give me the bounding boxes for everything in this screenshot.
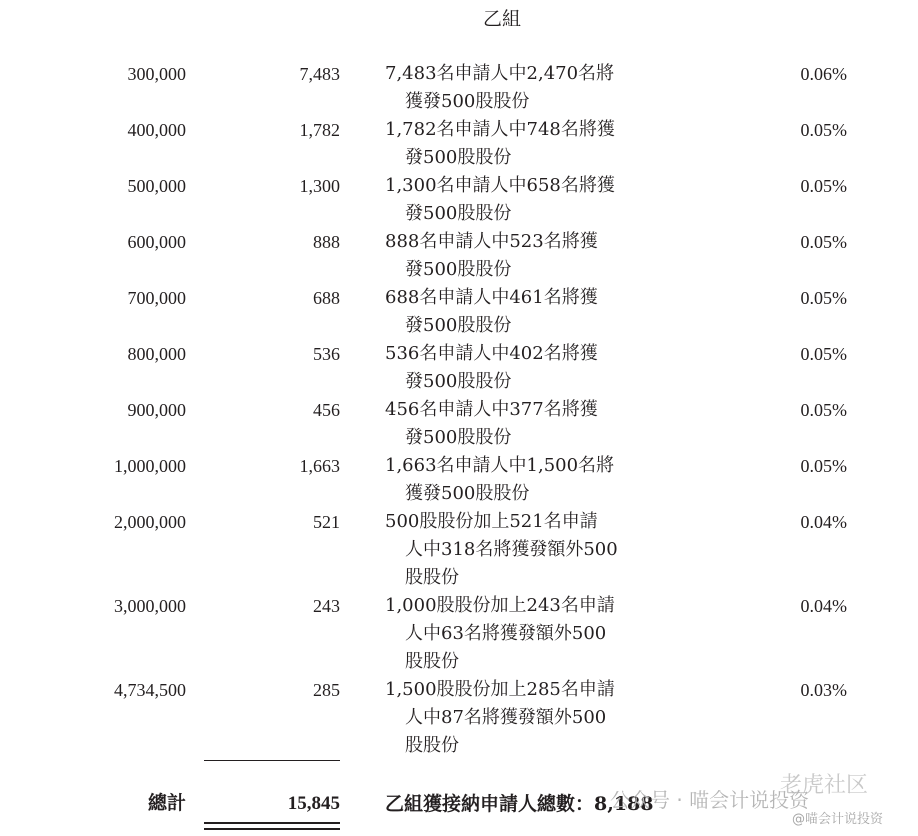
subtotal-rule — [204, 760, 340, 761]
allocation-percentage: 0.05% — [800, 232, 847, 252]
allocation-basis — [385, 116, 685, 172]
allocation-percentage: 0.06% — [800, 64, 847, 84]
valid-applications: 1,300 — [299, 176, 340, 196]
shares-applied: 900,000 — [127, 400, 186, 420]
total-double-rule — [204, 822, 340, 830]
allocation-percentage: 0.05% — [800, 176, 847, 196]
allocation-basis-line: 1,000股股份加上243名申請 — [385, 595, 615, 616]
allocation-percentage: 0.05% — [800, 288, 847, 308]
total-label: 總計 — [147, 793, 186, 814]
shares-applied: 1,000,000 — [114, 456, 186, 476]
valid-applications: 688 — [313, 288, 340, 308]
total-applicants: 15,845 — [287, 793, 340, 814]
group-title: 乙組 — [482, 8, 521, 30]
watermark-handle: @喵会计说投资 — [792, 812, 884, 827]
allocation-basis-line: 456名申請人中377名將獲 — [385, 399, 598, 420]
allocation-basis-line: 人中87名將獲發額外500 — [405, 707, 607, 728]
allocation-basis-line: 1,663名申請人中1,500名將 — [385, 455, 615, 476]
allocation-percentage: 0.05% — [800, 344, 847, 364]
allocation-basis — [385, 396, 685, 452]
valid-applications: 243 — [313, 596, 340, 616]
allocation-basis — [385, 592, 685, 676]
allocation-basis — [385, 228, 685, 284]
allocation-basis-line: 人中63名將獲發額外500 — [405, 623, 607, 644]
allocation-basis-line: 發500股股份 — [405, 259, 512, 280]
allocation-basis-line: 1,300名申請人中658名將獲 — [385, 175, 615, 196]
allocation-percentage: 0.03% — [800, 680, 847, 700]
shares-applied: 700,000 — [127, 288, 186, 308]
allocation-basis-line: 1,782名申請人中748名將獲 — [385, 119, 615, 140]
allocation-basis — [385, 452, 685, 508]
valid-applications: 456 — [313, 400, 340, 420]
allocation-basis-line: 發500股股份 — [405, 147, 512, 168]
allocation-basis — [385, 676, 685, 760]
allocation-basis-line: 發500股股份 — [405, 427, 512, 448]
allocation-percentage: 0.04% — [800, 596, 847, 616]
allocation-basis — [385, 172, 685, 228]
valid-applications: 1,782 — [299, 120, 340, 140]
allocation-basis-line: 7,483名申請人中2,470名將 — [385, 63, 615, 84]
allocation-basis — [385, 340, 685, 396]
shares-applied: 600,000 — [127, 232, 186, 252]
shares-applied: 2,000,000 — [114, 512, 186, 532]
valid-applications: 285 — [313, 680, 340, 700]
valid-applications: 888 — [313, 232, 340, 252]
valid-applications: 1,663 — [299, 456, 340, 476]
allocation-basis-line: 獲發500股股份 — [405, 91, 530, 112]
allocation-percentage: 0.04% — [800, 512, 847, 532]
allocation-basis-line: 1,500股股份加上285名申請 — [385, 679, 615, 700]
allocation-basis — [385, 508, 685, 592]
allocation-basis-line: 人中318名將獲發額外500 — [405, 539, 618, 560]
allocation-basis-line: 股股份 — [405, 567, 459, 588]
valid-applications: 521 — [313, 512, 340, 532]
allocation-basis-line: 536名申請人中402名將獲 — [385, 343, 598, 364]
allocation-basis — [385, 284, 685, 340]
valid-applications: 536 — [313, 344, 340, 364]
shares-applied: 500,000 — [127, 176, 186, 196]
shares-applied: 4,734,500 — [114, 680, 186, 700]
watermark-main: 公众号 · 喵会计说投资 — [610, 788, 810, 812]
shares-applied: 3,000,000 — [114, 596, 186, 616]
shares-applied: 800,000 — [127, 344, 186, 364]
allocation-basis-line: 888名申請人中523名將獲 — [385, 231, 598, 252]
allocation-basis-line: 發500股股份 — [405, 371, 512, 392]
allocation-basis-line: 獲發500股股份 — [405, 483, 530, 504]
shares-applied: 400,000 — [127, 120, 186, 140]
allocation-percentage: 0.05% — [800, 400, 847, 420]
allocation-basis-line: 500股股份加上521名申請 — [385, 511, 598, 532]
watermark-corner: 老虎社区 — [780, 773, 869, 798]
allocation-basis-line: 股股份 — [405, 735, 459, 756]
total-summary: 乙組獲接納申請人總數：8,188 — [385, 793, 654, 815]
shares-applied: 300,000 — [127, 64, 186, 84]
valid-applications: 7,483 — [299, 64, 340, 84]
allocation-basis-line: 發500股股份 — [405, 315, 512, 336]
allocation-basis-line: 股股份 — [405, 651, 459, 672]
allocation-percentage: 0.05% — [800, 120, 847, 140]
allocation-basis-line: 688名申請人中461名將獲 — [385, 287, 598, 308]
allocation-basis — [385, 60, 685, 116]
allocation-percentage: 0.05% — [800, 456, 847, 476]
allocation-basis-line: 發500股股份 — [405, 203, 512, 224]
